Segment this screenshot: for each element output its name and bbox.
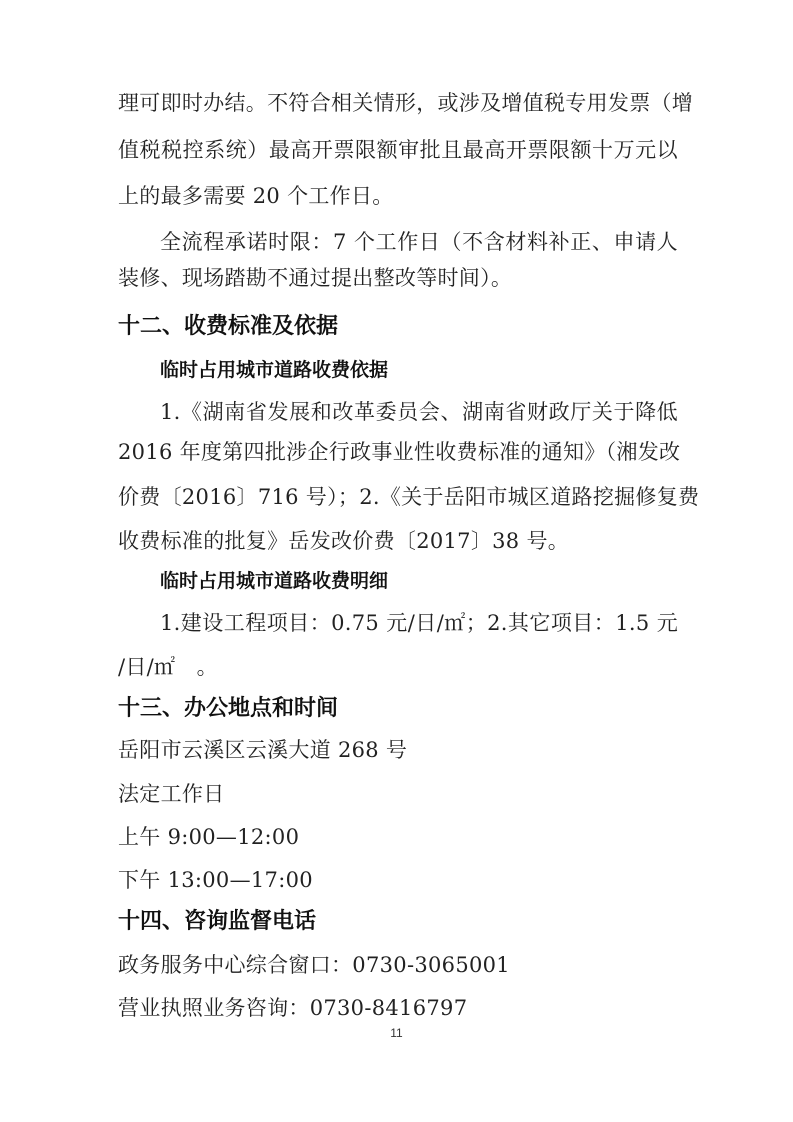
fee-detail-line-1: 1.建设工程项目：0.75 元/日/㎡；2.其它项目：1.5 元 bbox=[160, 611, 678, 635]
page-number: 11 bbox=[390, 1026, 403, 1040]
section-14-heading: 十四、咨询监督电话 bbox=[118, 909, 317, 934]
intro-line-1: 理可即时办结。不符合相关情形，或涉及增值税专用发票（增 bbox=[118, 91, 694, 115]
office-workdays: 法定工作日 bbox=[118, 782, 225, 806]
office-hours-afternoon: 下午 13:00—17:00 bbox=[118, 868, 313, 892]
fee-basis-line-4: 收费标准的批复》岳发改价费〔2017〕38 号。 bbox=[118, 529, 570, 553]
section-13-heading: 十三、办公地点和时间 bbox=[118, 696, 339, 721]
fee-basis-line-2: 2016 年度第四批涉企行政事业性收费标准的通知》（湘发改 bbox=[118, 440, 681, 464]
fee-basis-line-1: 1.《湖南省发展和改革委员会、湖南省财政厅关于降低 bbox=[160, 400, 678, 424]
office-hours-morning: 上午 9:00—12:00 bbox=[118, 825, 300, 849]
intro-line-5: 装修、现场踏勘不通过提出整改等时间）。 bbox=[118, 266, 513, 290]
phone-service-center: 政务服务中心综合窗口：0730-3065001 bbox=[118, 953, 510, 977]
office-address: 岳阳市云溪区云溪大道 268 号 bbox=[118, 738, 408, 762]
fee-detail-line-2: /日/㎡ 。 bbox=[118, 655, 218, 679]
intro-line-3: 上的最多需要 20 个工作日。 bbox=[118, 184, 394, 208]
intro-line-2: 值税税控系统）最高开票限额审批且最高开票限额十万元以 bbox=[118, 138, 678, 162]
fee-basis-line-3: 价费〔2016〕716 号）；2.《关于岳阳市城区道路挖掘修复费 bbox=[118, 485, 700, 509]
fee-detail-title: 临时占用城市道路收费明细 bbox=[160, 570, 389, 592]
section-12-heading: 十二、收费标准及依据 bbox=[118, 314, 339, 339]
phone-business-license: 营业执照业务咨询：0730-8416797 bbox=[118, 996, 468, 1020]
fee-basis-title: 临时占用城市道路收费依据 bbox=[160, 359, 389, 381]
intro-line-4: 全流程承诺时限：7 个工作日（不含材料补正、申请人 bbox=[160, 230, 678, 254]
